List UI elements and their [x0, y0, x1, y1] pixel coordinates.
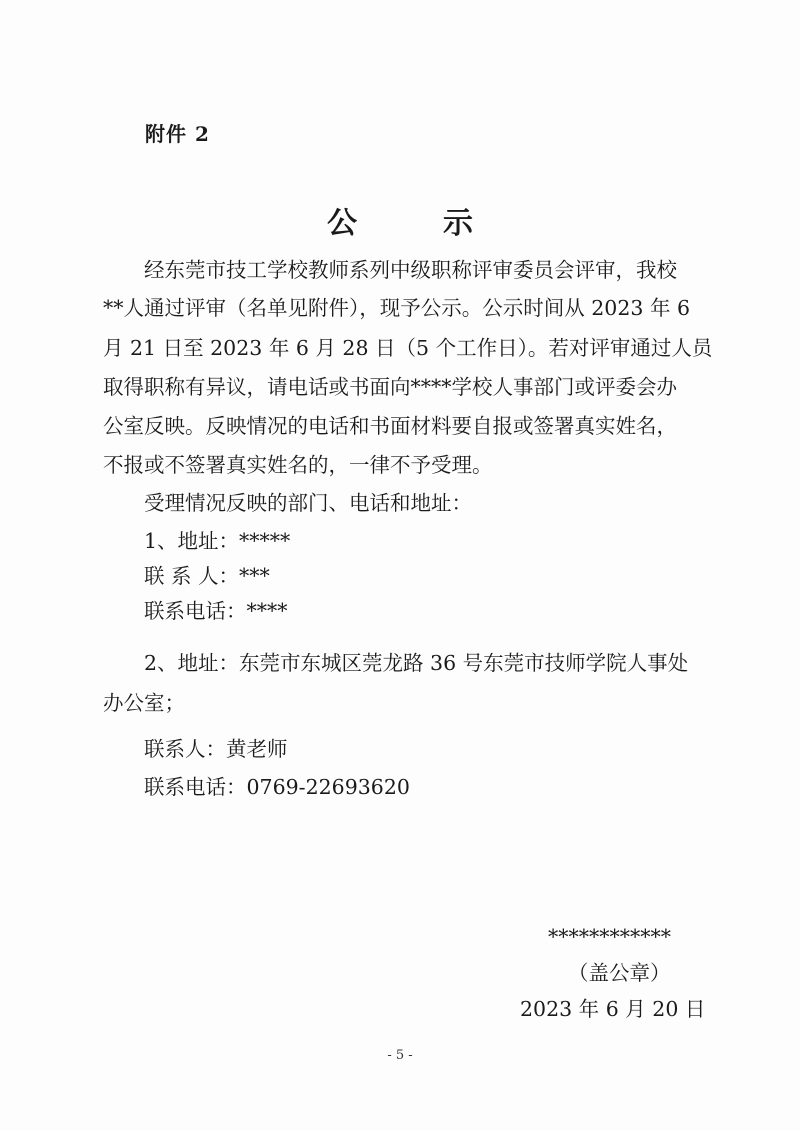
contact-2-person: 联系人：黄老师 [144, 737, 288, 761]
body-paragraph-1-line-5: 公室反映。反映情况的电话和书面材料要自报或签署真实姓名， [103, 414, 677, 438]
contact-2-address-line-1: 2、地址：东莞市东城区莞龙路 36 号东莞市技师学院人事处 [144, 651, 689, 675]
contact-1-person: 联 系 人：*** [144, 564, 270, 588]
contact-2-phone: 联系电话：0769-22693620 [144, 775, 410, 799]
attachment-label: 附件 2 [145, 122, 210, 146]
page-title: 公 示 [327, 206, 501, 241]
signature-seal: （盖公章） [568, 961, 671, 985]
body-paragraph-1-line-1: 经东莞市技工学校教师系列中级职称评审委员会评审，我校 [144, 258, 677, 282]
contact-1-phone: 联系电话：**** [144, 599, 288, 623]
signature-date: 2023 年 6 月 20 日 [520, 997, 706, 1021]
contact-1-address: 1、地址：***** [144, 529, 291, 553]
body-paragraph-1-line-3: 月 21 日至 2023 年 6 月 28 日（5 个工作日）。若对评审通过人员 [103, 336, 713, 360]
signature-org: ************ [548, 925, 671, 949]
body-paragraph-1-line-4: 取得职称有异议，请电话或书面向****学校人事部门或评委会办 [103, 375, 677, 399]
page-number: - 5 - [387, 1048, 413, 1063]
body-paragraph-1-line-6: 不报或不签署真实姓名的，一律不予受理。 [103, 453, 493, 477]
body-paragraph-2: 受理情况反映的部门、电话和地址： [144, 491, 472, 515]
contact-2-address-line-2: 办公室； [103, 691, 185, 715]
body-paragraph-1-line-2: **人通过评审（名单见附件），现予公示。公示时间从 2023 年 6 [103, 296, 691, 320]
